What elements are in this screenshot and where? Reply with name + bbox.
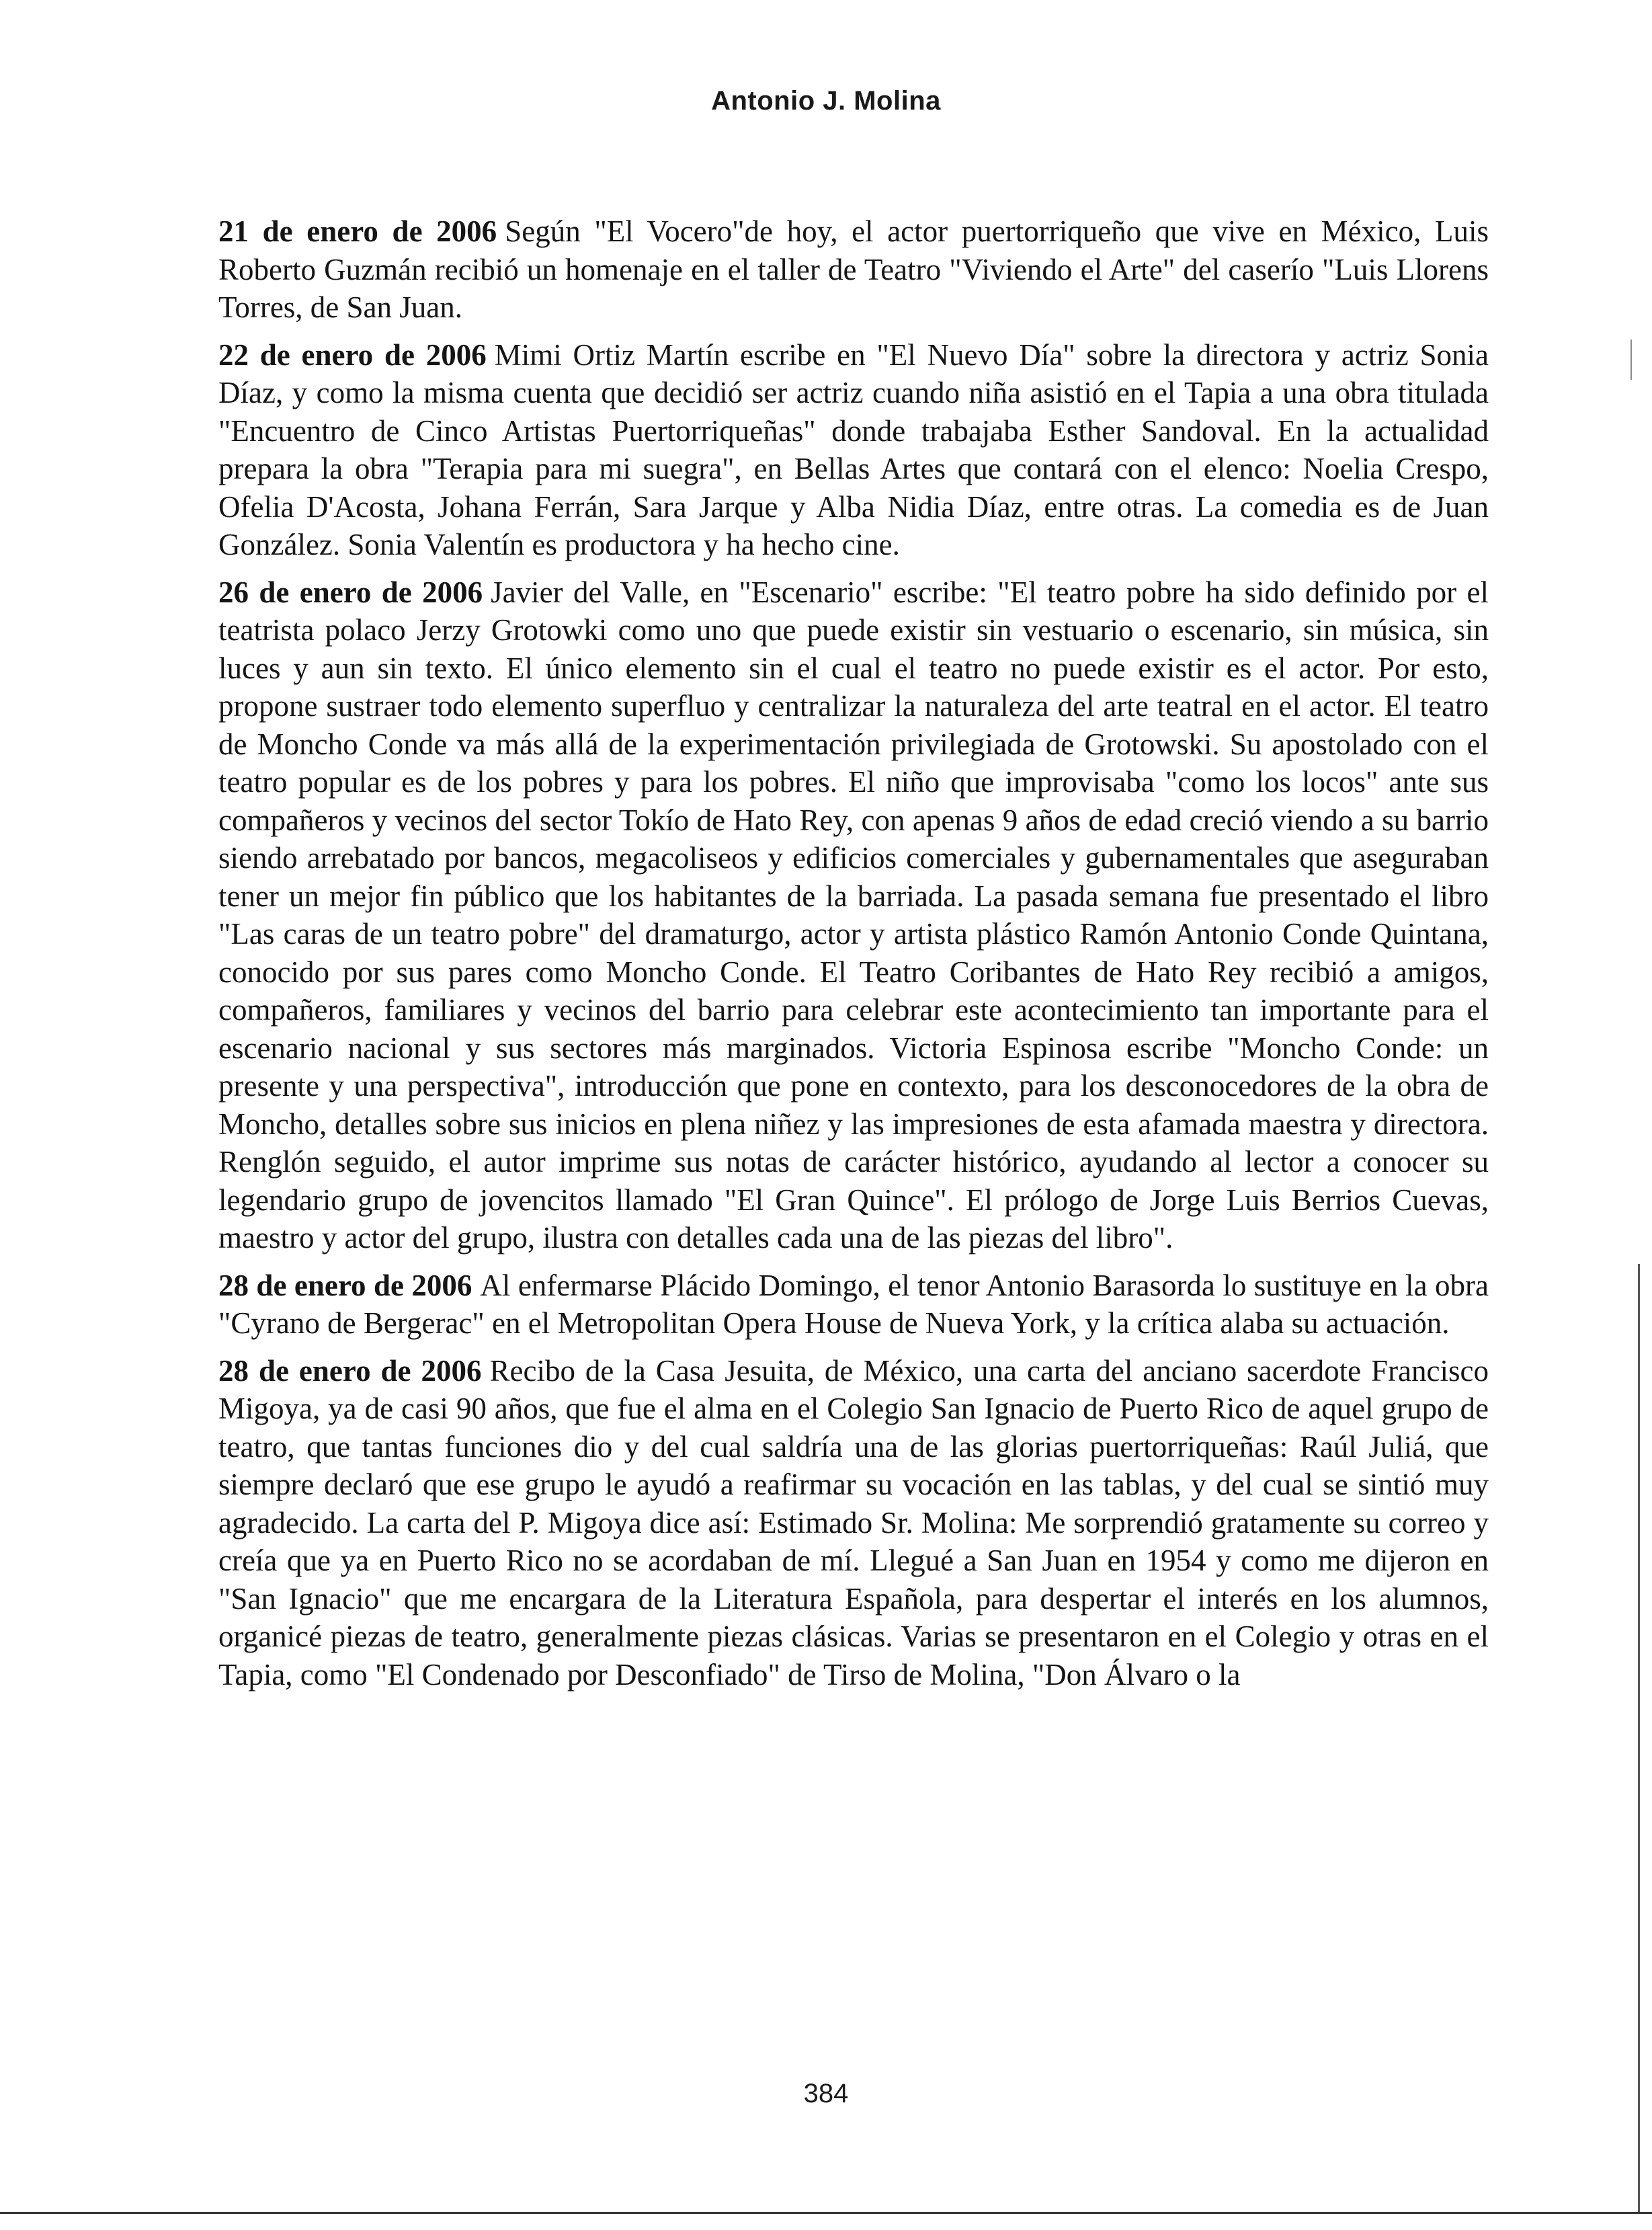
entry-text: Javier del Valle, en "Escenario" escribe: "El teatro pobre ha sido definido por el teatrista polaco Jerzy Grotowki como uno que puede existir sin vestuario o escenario, sin música, sin luces y aun sin texto. El único elemento sin el cual el teatro no puede existir es el actor. Por esto, propone sustraer todo elemento superfluo y centralizar la naturaleza del arte teatral en el actor. El teatro de Moncho Conde va más allá de la experimentación privilegiada de Grotowski. Su apostolado con el teatro popular es de los pobres y para los pobres. El niño que improvisaba "como los locos" ante sus compañeros y vecinos del sector Tokío de Hato Rey, con apenas 9 años de edad creció viendo a su barrio siendo arrebatado por bancos, megacoliseos y edificios comerciales y gubernamentales que aseguraban tener un mejor fin público que los habitantes de la barriada. La pasada semana fue presentado el libro "Las caras de un teatro pobre" del dramaturgo, actor y artista plástico Ramón Antonio Conde Quintana, conocido por sus pares como Moncho Conde. El Teatro Coribantes de Hato Rey recibió a amigos, compañeros, familiares y vecinos del barrio para celebrar este acontecimiento tan importante para el escenario nacional y sus sectores más marginados. Victoria Espinosa escribe "Moncho Conde: un presente y una perspectiva", introducción que pone en contexto, para los desconocedores de la obra de Moncho, detalles sobre sus inicios en plena niñez y las impresiones de esta afamada maestra y directora. Renglón seguido, el autor imprime sus notas de carácter histórico, ayudando al lector a conocer su legendario grupo de jovencitos llamado "El Gran Quince". El prólogo de Jorge Luis Berrios Cuevas, maestro y actor del grupo, ilustra con detalles cada una de las piezas del libro".: [218, 575, 1489, 1255]
page-number: 384: [803, 2079, 849, 2108]
running-head: Antonio J. Molina: [711, 86, 941, 116]
entry-text: Mimi Ortiz Martín escribe en "El Nuevo Día" sobre la directora y actriz Sonia Díaz, y como la misma cuenta que decidió ser actriz cuando niña asistió en el Tapia a una obra titulada "Encuentro de Cinco Artistas Puertorriqueñas" donde trabajaba Esther Sandoval. En la actualidad prepara la obra "Terapia para mi suegra", en Bellas Artes que contará con el elenco: Noelia Crespo, Ofelia D'Acosta, Johana Ferrán, Sara Jarque y Alba Nidia Díaz, entre otras. La comedia es de Juan González. Sonia Valentín es productora y ha hecho cine.: [218, 337, 1489, 561]
entry-date: 21 de enero de 2006: [218, 214, 497, 248]
journal-entry: [218, 212, 1489, 327]
entry-text: Al enfermarse Plácido Domingo, el tenor Antonio Barasorda lo sustituye en la obra "Cyrano de Bergerac" en el Metropolitan Opera House de Nueva York, y la crítica alaba su actuación.: [218, 1268, 1489, 1340]
body-text: [218, 212, 1489, 1703]
scan-edge-rule-vertical: [1638, 1264, 1640, 2212]
journal-entry: [218, 1352, 1489, 1694]
journal-entry: [218, 1267, 1489, 1343]
entry-text: Recibo de la Casa Jesuita, de México, una carta del anciano sacerdote Francisco Migoya, ya de casi 90 años, que fue el alma en el Colegio San Ignacio de Puerto Rico de aquel grupo de teatro, que tantas funciones dio y del cual saldría una de las glorias puertorriqueñas: Raúl Juliá, que siempre declaró que ese grupo le ayudó a reafirmar su vocación en las tablas, y del cual se sintió muy agradecido. La carta del P. Migoya dice así: Estimado Sr. Molina: Me sorprendió gratamente su correo y creía que ya en Puerto Rico no se acordaban de mí. Llegué a San Juan en 1954 y como me dijeron en "San Ignacio" que me encargara de la Literatura Española, para despertar el interés en los alumnos, organicé piezas de teatro, generalmente piezas clásicas. Varias se presentaron en el Colegio y otras en el Tapia, como "El Condenado por Desconfiado" de Tirso de Molina, "Don Álvaro o la: [218, 1353, 1489, 1691]
journal-entry: [218, 336, 1489, 564]
journal-entry: [218, 573, 1489, 1257]
scan-artifact-tick: [1630, 340, 1632, 380]
scan-edge-rule-horizontal: [0, 2212, 1652, 2214]
entry-date: 22 de enero de 2006: [218, 337, 487, 372]
entry-text: Según "El Vocero"de hoy, el actor puertorriqueño que vive en México, Luis Roberto Guzmán recibió un homenaje en el taller de Teatro "Viviendo el Arte" del caserío "Luis Llorens Torres, de San Juan.: [218, 214, 1489, 324]
entry-date: 28 de enero de 2006: [218, 1268, 472, 1302]
entry-date: 26 de enero de 2006: [218, 575, 483, 609]
entry-date: 28 de enero de 2006: [218, 1353, 482, 1388]
